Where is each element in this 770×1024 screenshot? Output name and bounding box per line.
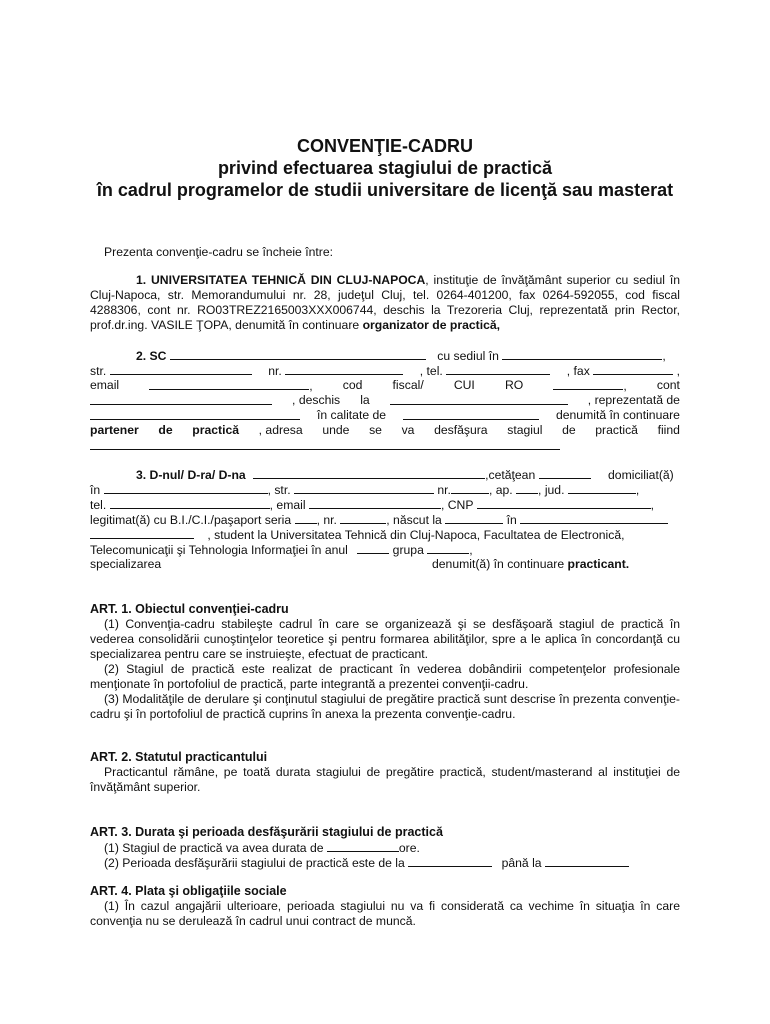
tel-label: tel. (90, 498, 107, 512)
document-subtitle: privind efectuarea stagiului de practică (217, 158, 553, 178)
art3-p1 (90, 840, 680, 856)
email-field[interactable] (149, 378, 309, 390)
id-nr-label: , nr. (316, 513, 337, 527)
party1-text: , instituţie de învăţământ superior cu sediul în Cluj-Napoca, str. Memorandumului nr. 28, judeţul Cluj, tel. 0264-401200, fax 0264-592055, cod fiscal 4288306, cont nr. RO03TREZ2165003XXX006744, deschis la Trezoreria Cluj, reprezentată prin Rector, prof.dr.ing. VASILE ŢOPA, denumită în continuare (90, 273, 681, 332)
party3-line4 (90, 512, 680, 528)
art3-p1-text: (1) Stagiul de practică va avea durata de (104, 841, 324, 855)
phone-label: , tel. (419, 364, 443, 378)
fiscal-code-field[interactable] (553, 378, 623, 390)
cui-label: CUI (453, 378, 475, 392)
end-date-field[interactable] (545, 855, 629, 867)
party2-line7 (90, 438, 680, 454)
email-field[interactable] (309, 497, 441, 509)
county-field[interactable] (568, 482, 636, 494)
party3-line5 (90, 527, 680, 543)
ap-field[interactable] (516, 482, 538, 494)
address-word: de (562, 423, 576, 437)
tel-field[interactable] (110, 497, 270, 509)
art2-heading: ART. 2. Statutul practicantului (90, 750, 268, 764)
birth-date-field[interactable] (445, 512, 503, 524)
born-label: , născut la (386, 513, 442, 527)
partner-word: de (158, 423, 173, 437)
capacity-label: în calitate de (316, 408, 387, 422)
nr-label: nr. (437, 483, 451, 497)
art1-p3 (90, 692, 680, 722)
citizen-label: ,cetăţean (485, 468, 536, 482)
address-word: , adresa (258, 423, 303, 437)
specialization-label: specializarea (90, 557, 162, 571)
party1-role: organizator de practică, (362, 318, 501, 332)
capacity-field[interactable] (403, 408, 539, 420)
practice-address-field[interactable] (90, 438, 560, 450)
art1-p1 (90, 617, 680, 662)
opened-label: , deschis (292, 393, 341, 407)
art3-p2-text: (2) Perioada desfăşurării stagiului de practică este de la (104, 856, 405, 870)
id-label: legitimat(ă) cu B.I./C.I./paşaport seria (90, 513, 292, 527)
art3-heading: ART. 3. Durata şi perioada desfăşurării stagiului de practică (90, 825, 443, 839)
year-field[interactable] (357, 542, 389, 554)
party2-line1: 2. SC cu sediul în , (136, 349, 666, 363)
born-in-label: în (506, 513, 517, 527)
account-field[interactable] (90, 393, 272, 405)
practicant-role: practicant. (567, 557, 630, 571)
party3-line1 (90, 467, 680, 483)
ro-label: RO (504, 378, 524, 392)
street-field[interactable] (294, 482, 434, 494)
party2-line5 (90, 408, 680, 423)
duration-field[interactable] (327, 840, 399, 852)
group-label: grupa (392, 543, 424, 557)
ap-label: , ap. (488, 483, 513, 497)
party1-label: 1. UNIVERSITATEA TEHNICĂ DIN CLUJ-NAPOCA (136, 273, 426, 287)
party3-line6: Telecomunicaţii şi Tehnologia Informaţiei în anul grupa , (90, 543, 473, 557)
fax-field[interactable] (593, 363, 673, 375)
address-word: stagiul (507, 423, 543, 437)
telecom-label: Telecomunicaţii şi Tehnologia Informaţiei în anul (90, 543, 348, 557)
party2-line6 (90, 423, 680, 438)
fax-label: , fax (566, 364, 590, 378)
hours-label: ore. (398, 841, 420, 855)
in-label: în (90, 483, 101, 497)
citizenship-field[interactable] (539, 467, 591, 479)
bank-field[interactable] (390, 393, 568, 405)
art1-p2 (90, 662, 680, 692)
art4-p1 (90, 899, 680, 929)
art3-p2 (90, 855, 680, 871)
domicile-label: domiciliat(ă) (608, 468, 674, 482)
partner-word: partener (90, 423, 139, 437)
named-label: denumit(ă) în continuare (432, 557, 568, 571)
address-word: va (401, 423, 415, 437)
address-word: desfăşura (434, 423, 488, 437)
phone-field[interactable] (446, 363, 550, 375)
art1-p3-text: (3) Modalităţile de derulare şi conţinutul stagiului de pregătire practică sunt descrise în prezenta convenţie-cadru şi în portofoliul de practică cuprins în anexa la prezenta convenţie-cadru. (90, 692, 680, 721)
id-extra-field[interactable] (90, 527, 194, 539)
county-label: , jud. (538, 483, 565, 497)
group-field[interactable] (427, 542, 469, 554)
art2-p1-text: Practicantul rămâne, pe toată durata stagiului de pregătire practică, student/masterand al instituţiei de învăţământ superior. (90, 765, 680, 794)
street-field[interactable] (110, 363, 252, 375)
seat-field[interactable] (502, 348, 662, 360)
address-word: se (369, 423, 382, 437)
art4-heading: ART. 4. Plata şi obligaţiile sociale (90, 884, 287, 898)
cnp-label: , CNP (440, 498, 474, 512)
number-field[interactable] (285, 363, 403, 375)
birth-place-field[interactable] (520, 512, 668, 524)
student-name-field[interactable] (253, 467, 485, 479)
email-label: email (90, 378, 120, 392)
intro-text: Prezenta convenţie-cadru se încheie între: (104, 245, 333, 259)
nr-field[interactable] (451, 482, 489, 494)
art1-p1-text: (1) Convenţia-cadru stabileşte cadrul în care se organizează şi se desfăşoară stagiul de practică în vederea consolidării cunoştinţelor teoretice şi pentru formarea abilităţilor, spre a le aplica în concordanţă cu specializarea pentru care se instruieşte, efectuat de practicant. (90, 617, 680, 661)
cnp-field[interactable] (477, 497, 651, 509)
representative-field[interactable] (90, 408, 300, 420)
account-label: cont (656, 378, 680, 392)
document-title: CONVENŢIE-CADRU (296, 136, 473, 156)
street-label: , str. (267, 483, 291, 497)
party3-label: 3. D-nul/ D-ra/ D-na (136, 468, 246, 482)
id-nr-field[interactable] (340, 512, 386, 524)
company-name-field[interactable] (170, 348, 426, 360)
document-subtitle-2: în cadrul programelor de studii universitare de licenţă sau masterat (96, 180, 674, 200)
named-label: denumită în continuare (555, 408, 680, 422)
party2-line3: email , cod fiscal/ CUI RO , cont (90, 378, 680, 393)
address-word: practică (595, 423, 638, 437)
street-label: str. (90, 364, 107, 378)
party3-line3: tel. , email , CNP , (90, 498, 655, 512)
art1-heading: ART. 1. Obiectul convenţiei-cadru (90, 602, 289, 616)
represented-label: , reprezentată de (587, 393, 680, 407)
party2-line4 (90, 393, 680, 408)
art1-p2-text: (2) Stagiul de practică este realizat de practicant în vederea dobândirii competenţelor profesionale menţionate în portofoliul de practică, parte integrantă a prezentei convenţii-cadru. (90, 662, 680, 691)
until-label: până la (501, 856, 542, 870)
seat-label: cu sediul în (437, 349, 499, 363)
party1-paragraph (90, 273, 680, 333)
party2-line2: str. nr. , tel. , fax , (90, 364, 680, 378)
address-word: fiind (657, 423, 680, 437)
party2-label: 2. SC (136, 349, 167, 363)
student-label: , student la Universitatea Tehnică din Cluj-Napoca, Facultatea de Electronică, (207, 528, 625, 542)
art4-p1-text: (1) În cazul angajării ulterioare, perioada stagiului nu va fi considerată ca vechime în situaţia în care convenţia nu se derulează în cadrul unui contract de muncă. (90, 899, 680, 928)
partner-word: practică (192, 423, 240, 437)
at-label: la (360, 393, 370, 407)
number-label: nr. (268, 364, 282, 378)
city-field[interactable] (104, 482, 268, 494)
party3-line7 (90, 557, 680, 572)
start-date-field[interactable] (408, 855, 492, 867)
fiscal-label: fiscal/ (392, 378, 424, 392)
party3-line2: în , str. nr. , ap. , jud. , (90, 483, 640, 497)
art2-p1 (90, 765, 680, 795)
cod-label: cod (342, 378, 363, 392)
id-series-field[interactable] (295, 512, 317, 524)
email-label: , email (269, 498, 306, 512)
address-word: unde (322, 423, 350, 437)
